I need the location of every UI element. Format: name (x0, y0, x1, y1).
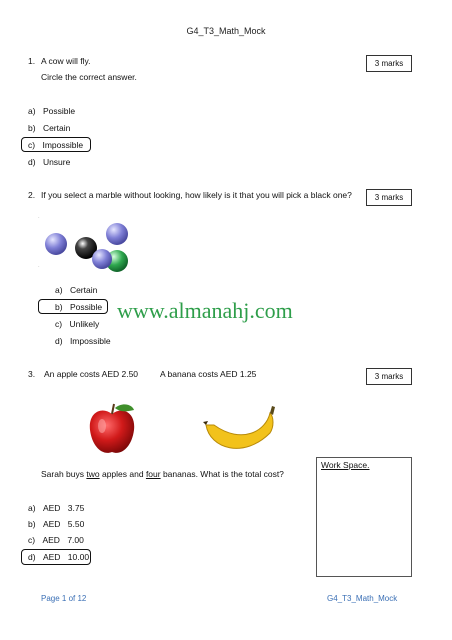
option-letter: d) (28, 552, 36, 562)
option-letter: c) (55, 319, 63, 329)
option-letter: d) (55, 336, 63, 346)
q1-option-a[interactable] (28, 106, 75, 116)
q1-option-d[interactable] (28, 157, 70, 167)
work-space-box[interactable] (316, 457, 412, 577)
q2-option-a[interactable] (55, 285, 97, 295)
option-letter: d) (28, 157, 36, 167)
footer-title: G4_T3_Math_Mock (327, 594, 398, 603)
q3-banana-price: A banana costs AED 1.25 (160, 369, 257, 379)
q3-option-c[interactable] (28, 535, 84, 545)
option-label: Impossible (42, 140, 84, 150)
q3-option-a[interactable] (28, 503, 84, 513)
option-label: Unlikely (69, 319, 100, 329)
q2-marks-box: 3 marks (366, 189, 412, 206)
blue-marble (106, 223, 128, 245)
q2-number: 2. (28, 190, 36, 200)
option-letter: a) (28, 106, 36, 116)
q3-answer-circle (21, 549, 91, 565)
option-label: Unsure (42, 157, 71, 167)
prompt-text: Sarah buys (41, 469, 87, 479)
q3-marks-box: 3 marks (366, 368, 412, 385)
apple-image (84, 400, 140, 458)
q1-instruction: Circle the correct answer. (41, 72, 137, 82)
option-letter: a) (55, 285, 63, 295)
option-letter: b) (28, 123, 36, 133)
option-currency: AED (42, 519, 61, 529)
option-label: Certain (42, 123, 71, 133)
option-letter: c) (28, 140, 36, 150)
q2-option-c[interactable] (55, 319, 99, 329)
option-value: 7.00 (67, 535, 84, 545)
option-value: 3.75 (67, 503, 85, 513)
q3-number: 3. (28, 369, 36, 379)
option-label: Possible (42, 106, 76, 116)
watermark: www.almanahj.com (117, 298, 293, 323)
image-marker-dot: · (38, 215, 40, 221)
prompt-four-underlined: four (145, 469, 161, 479)
marbles-image (40, 218, 140, 278)
q3-prompt (41, 469, 284, 479)
option-value: 10.00 (67, 552, 90, 562)
q2-option-d[interactable] (55, 336, 111, 346)
option-currency: AED (42, 503, 61, 513)
option-label: Possible (69, 302, 103, 312)
q1-answer-circle (21, 137, 91, 152)
q1-option-b[interactable] (28, 123, 70, 133)
q1-number: 1. (28, 56, 36, 66)
option-label: Certain (69, 285, 98, 295)
work-space-label: Work Space. (321, 460, 370, 470)
option-letter: c) (28, 535, 36, 545)
document-header: G4_T3_Math_Mock (186, 26, 266, 36)
prompt-two-underlined: two (86, 469, 100, 479)
prompt-text: bananas. What is the total cost? (160, 469, 284, 479)
q3-apple-price: An apple costs AED 2.50 (44, 369, 139, 379)
q3-option-b[interactable] (28, 519, 84, 529)
prompt-text: apples and (99, 469, 146, 479)
q1-text: A cow will fly. (41, 56, 91, 66)
q2-answer-circle (38, 299, 108, 314)
banana-image (200, 403, 280, 457)
option-value: 5.50 (67, 519, 85, 529)
q2-text: If you select a marble without looking, how likely is it that you will pick a black one? (41, 190, 352, 200)
image-marker-dot: · (38, 264, 40, 270)
blue-marble (92, 249, 112, 269)
option-letter: a) (28, 503, 36, 513)
q1-marks-box: 3 marks (366, 55, 412, 72)
option-letter: b) (55, 302, 63, 312)
option-currency: AED (42, 552, 61, 562)
option-label: Impossible (69, 336, 111, 346)
footer-page-number: Page 1 of 12 (41, 594, 87, 603)
option-letter: b) (28, 519, 36, 529)
blue-marble (45, 233, 67, 255)
option-currency: AED (42, 535, 60, 545)
